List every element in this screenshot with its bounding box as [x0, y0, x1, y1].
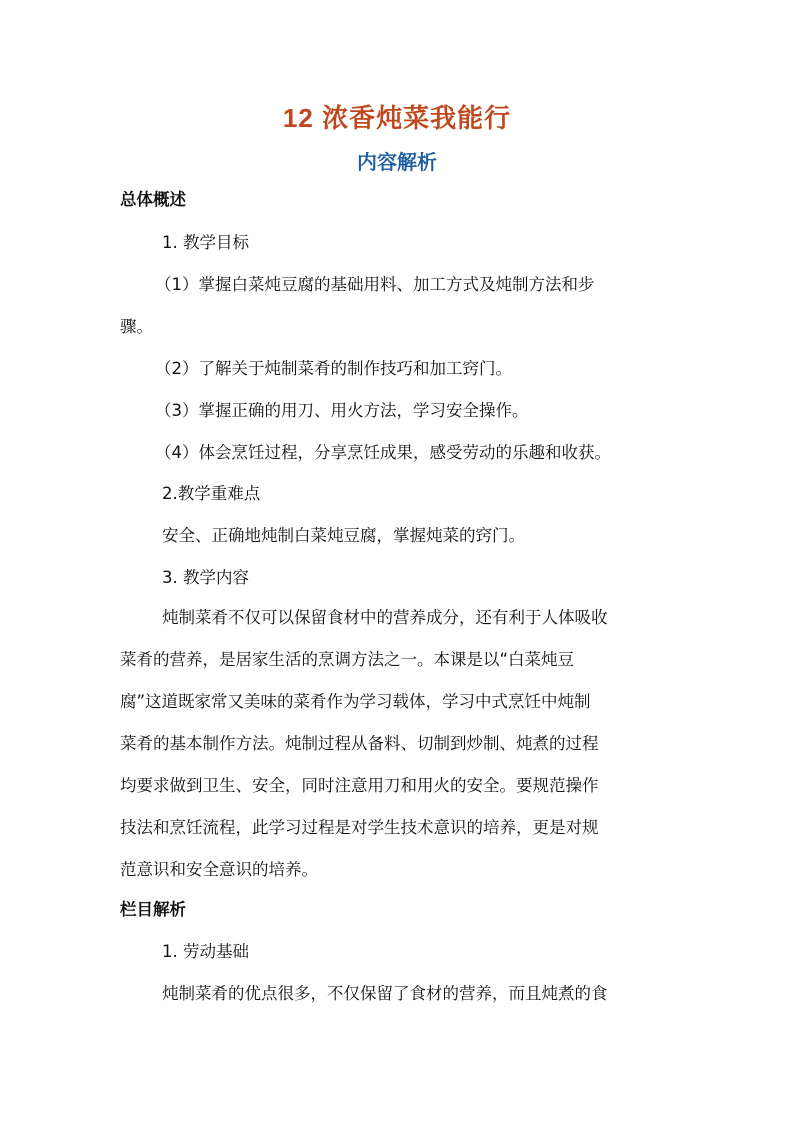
goal-item-1: （1）掌握白菜炖豆腐的基础用料、加工方式及炖制方法和步 [155, 275, 595, 294]
content-line-3: 腐”这道既家常又美味的菜肴作为学习载体，学习中式烹饪中炖制 [120, 692, 591, 711]
content-line-4: 菜肴的基本制作方法。炖制过程从备料、切制到炒制、炖煮的过程 [120, 734, 599, 753]
goal-heading: 1. 教学目标 [162, 233, 249, 252]
key-points-text: 安全、正确地炖制白菜炖豆腐，掌握炖菜的窍门。 [162, 526, 525, 545]
content-line-6: 技法和烹饪流程，此学习过程是对学生技术意识的培养，更是对规 [120, 818, 599, 837]
goal-item-3: （3）掌握正确的用刀、用火方法，学习安全操作。 [155, 401, 529, 420]
goal-item-4: （4）体会烹饪过程，分享烹饪成果，感受劳动的乐趣和收获。 [155, 443, 611, 462]
content-line-1: 炖制菜肴不仅可以保留食材中的营养成分，还有利于人体吸收 [162, 608, 608, 627]
content-heading: 3. 教学内容 [162, 568, 249, 587]
goal-item-2: （2）了解关于炖制菜肴的制作技巧和加工窍门。 [155, 359, 512, 378]
page-subtitle: 内容解析 [357, 150, 437, 174]
content-line-7: 范意识和安全意识的培养。 [120, 860, 318, 879]
section-heading-columns: 栏目解析 [120, 900, 186, 919]
key-points-heading: 2.教学重难点 [162, 484, 261, 503]
content-line-2: 菜肴的营养，是居家生活的烹调方法之一。本课是以“白菜炖豆 [120, 650, 575, 669]
content-line-5: 均要求做到卫生、安全，同时注意用刀和用火的安全。要规范操作 [120, 776, 599, 795]
labor-heading: 1. 劳动基础 [162, 942, 249, 961]
labor-line-1: 炖制菜肴的优点很多，不仅保留了食材的营养，而且炖煮的食 [162, 984, 608, 1003]
page-title: 12 浓香炖菜我能行 [282, 103, 512, 133]
section-heading-overview: 总体概述 [120, 190, 186, 209]
goal-item-1-cont: 骤。 [120, 317, 153, 336]
